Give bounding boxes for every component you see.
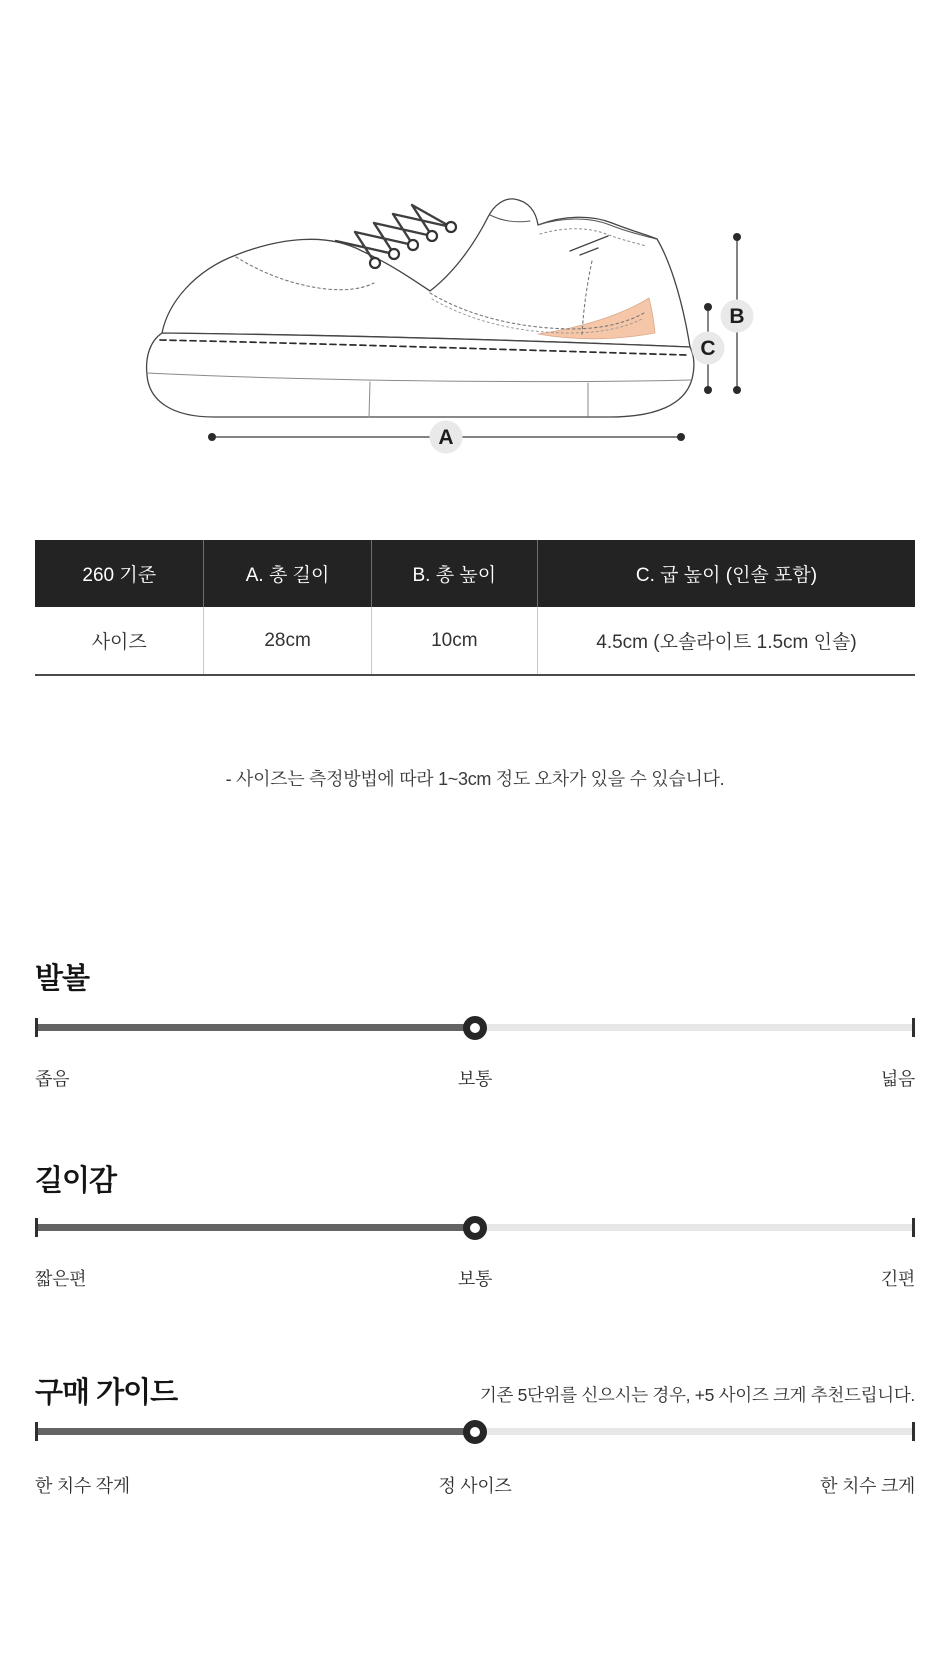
slider-fill — [35, 1428, 475, 1435]
size-table-cell-heel: 4.5cm (오솔라이트 1.5cm 인솔) — [537, 607, 915, 675]
size-table-header-height: B. 총 높이 — [371, 540, 537, 607]
size-table-cell-height: 10cm — [371, 607, 537, 675]
foot-width-slider-labels — [35, 1065, 915, 1091]
slider-knob[interactable] — [463, 1016, 487, 1040]
length-feel-slider — [35, 1216, 915, 1239]
slider-fill — [35, 1024, 475, 1031]
slider-right-tick — [912, 1218, 915, 1237]
slider-label-right: 한 치수 크게 — [820, 1476, 915, 1496]
slider-label-center: 보통 — [457, 1069, 493, 1089]
measure-b-label: B — [729, 305, 745, 328]
size-table — [35, 540, 915, 676]
length-feel-slider-labels — [35, 1265, 915, 1291]
size-tolerance-note: - 사이즈는 측정방법에 따라 1~3cm 정도 오차가 있을 수 있습니다. — [225, 769, 725, 789]
slider-left-tick — [35, 1218, 38, 1237]
shoe-size-diagram — [140, 165, 760, 455]
size-table-header-basis: 260 기준 — [35, 540, 204, 607]
measure-c-label: C — [700, 337, 716, 360]
size-table-header-row — [35, 540, 915, 607]
size-table-row — [35, 607, 915, 675]
size-table-header-length: A. 총 길이 — [204, 540, 371, 607]
slider-label-left: 좁음 — [35, 1069, 70, 1089]
slider-fill — [35, 1224, 475, 1231]
slider-label-center: 정 사이즈 — [438, 1476, 512, 1496]
size-table-cell-size: 사이즈 — [35, 607, 204, 675]
slider-label-right: 긴편 — [880, 1269, 915, 1289]
measure-a-label: A — [438, 426, 454, 449]
slider-knob[interactable] — [463, 1216, 487, 1240]
slider-label-left: 짧은편 — [35, 1269, 87, 1289]
size-table-header-heel: C. 굽 높이 (인솔 포함) — [537, 540, 915, 607]
slider-label-center: 보통 — [457, 1269, 493, 1289]
purchase-guide-slider — [35, 1420, 915, 1443]
slider-right-tick — [912, 1018, 915, 1037]
slider-knob[interactable] — [463, 1420, 487, 1444]
purchase-guide-slider-labels — [35, 1472, 915, 1498]
section-title-foot-width: 발볼 — [35, 963, 90, 995]
slider-left-tick — [35, 1422, 38, 1441]
slider-left-tick — [35, 1018, 38, 1037]
purchase-guide-tip: 기존 5단위를 신으시는 경우, +5 사이즈 크게 추천드립니다. — [479, 1385, 915, 1405]
section-title-length-feel: 길이감 — [35, 1165, 117, 1197]
slider-right-tick — [912, 1422, 915, 1441]
section-title-purchase-guide: 구매 가이드 — [35, 1377, 178, 1409]
size-table-cell-length: 28cm — [204, 607, 371, 675]
foot-width-slider — [35, 1016, 915, 1039]
slider-label-right: 넓음 — [880, 1069, 915, 1089]
shoe-illustration-icon — [147, 199, 694, 417]
slider-label-left: 한 치수 작게 — [35, 1476, 130, 1496]
